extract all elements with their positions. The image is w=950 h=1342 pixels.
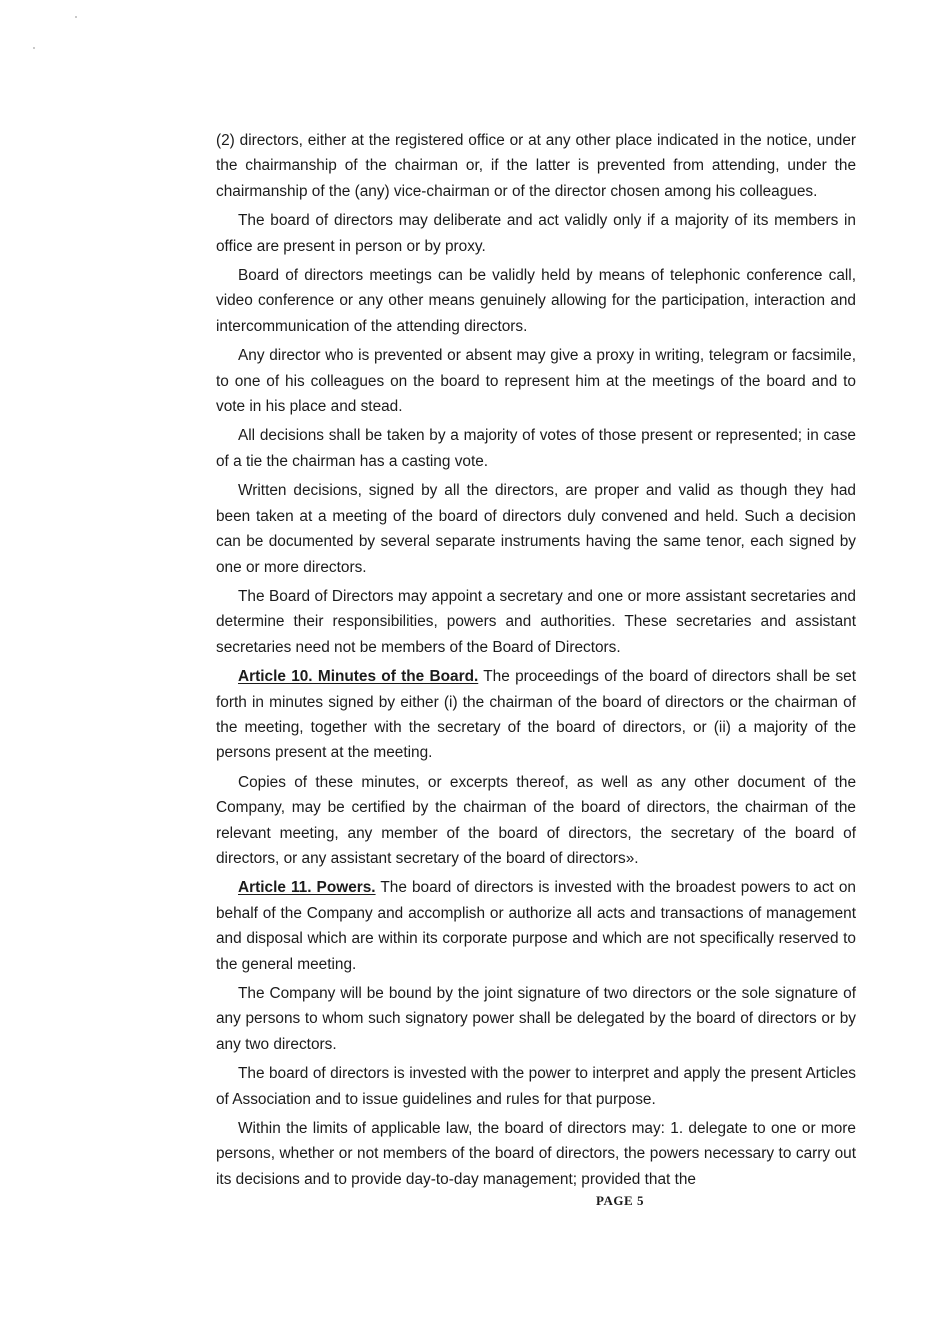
paragraph-text: The Board of Directors may appoint a secretary and one or more assistant secretaries and determine their responsibilities, powers and authorities. These secretaries and assistant secretaries need not be members of the Board of Directors. bbox=[216, 587, 856, 656]
article-11-heading: Article 11. Powers. bbox=[238, 879, 376, 897]
paragraph-text: (2) directors, either at the registered office or at any other place indicated in the notice, under the chairmanship of the chairman or, if the latter is prevented from attending, under the chairmanship of the (any) vice-chairman or of the director chosen among his colleagues. bbox=[216, 132, 856, 200]
paragraph-secretaries bbox=[216, 584, 856, 660]
scan-speck bbox=[33, 47, 35, 49]
paragraph-conference-meetings bbox=[216, 263, 856, 339]
article-10-heading: Article 10. Minutes of the Board. bbox=[238, 668, 479, 686]
paragraph-text: The board of directors may deliberate and act validly only if a majority of its members in office are present in person or by proxy. bbox=[216, 212, 856, 255]
paragraph-text: Written decisions, signed by all the directors, are proper and valid as though they had been taken at a meeting of the board of directors duly convened and held. Such a decision can be documented by several separate instruments having the same tenor, each signed by one or more directors. bbox=[216, 482, 856, 576]
paragraph-text: Board of directors meetings can be validly held by means of telephonic conference call, video conference or any other means genuinely allowing for the participation, interaction and intercommunication of the attending directors. bbox=[216, 267, 856, 335]
paragraph-majority-votes bbox=[216, 423, 856, 474]
paragraph-article-11 bbox=[216, 875, 856, 977]
document-body bbox=[216, 128, 856, 1196]
paragraph-delegation bbox=[216, 1116, 856, 1192]
paragraph-text: The Company will be bound by the joint signature of two directors or the sole signature of any persons to whom such signatory power shall be delegated by the board of directors or by any two directors. bbox=[216, 985, 856, 1053]
paragraph-written-decisions bbox=[216, 478, 856, 580]
paragraph-interpretation bbox=[216, 1061, 856, 1112]
paragraph-text: The board of directors is invested with the power to interpret and apply the present Articles of Association and to issue guidelines and rules for that purpose. bbox=[216, 1065, 856, 1108]
paragraph-text: The proceedings of the board of directors shall be set forth in minutes signed by either (i) the chairman of the board of directors or the chairman of the meeting, together with the secretary of the board of directors, or (ii) a majority of the persons present at the meeting. bbox=[216, 668, 856, 762]
paragraph-quorum bbox=[216, 208, 856, 259]
paragraph-text: The board of directors is invested with the broadest powers to act on behalf of the Company and accomplish or authorize all acts and transactions of management and disposal which are within its corporate purpose and which are not specifically reserved to the general meeting. bbox=[216, 879, 856, 973]
scan-speck bbox=[75, 16, 77, 18]
paragraph-proxy bbox=[216, 343, 856, 419]
paragraph-company-bound bbox=[216, 981, 856, 1057]
paragraph-article-10 bbox=[216, 664, 856, 766]
paragraph-board-meeting-location bbox=[216, 128, 856, 204]
paragraph-copies-of-minutes bbox=[216, 770, 856, 872]
paragraph-text: All decisions shall be taken by a majority of votes of those present or represented; in case of a tie the chairman has a casting vote. bbox=[216, 427, 856, 470]
paragraph-text: Any director who is prevented or absent may give a proxy in writing, telegram or facsimile, to one of his colleagues on the board to represent him at the meetings of the board and to vote in his place and stead. bbox=[216, 347, 856, 416]
page-number: PAGE 5 bbox=[596, 1193, 644, 1208]
paragraph-text: Within the limits of applicable law, the board of directors may: 1. delegate to one or more persons, whether or not members of the board of directors, the powers necessary to carry out its decisions and to provide day-to-day management; provided that the bbox=[216, 1120, 856, 1188]
paragraph-text: Copies of these minutes, or excerpts thereof, as well as any other document of the Company, may be certified by the chairman of the board of directors, the chairman of the relevant meeting, any member of the board of directors, the secretary of the board of directors, or any assistant secretary of the board of directors». bbox=[216, 773, 856, 867]
